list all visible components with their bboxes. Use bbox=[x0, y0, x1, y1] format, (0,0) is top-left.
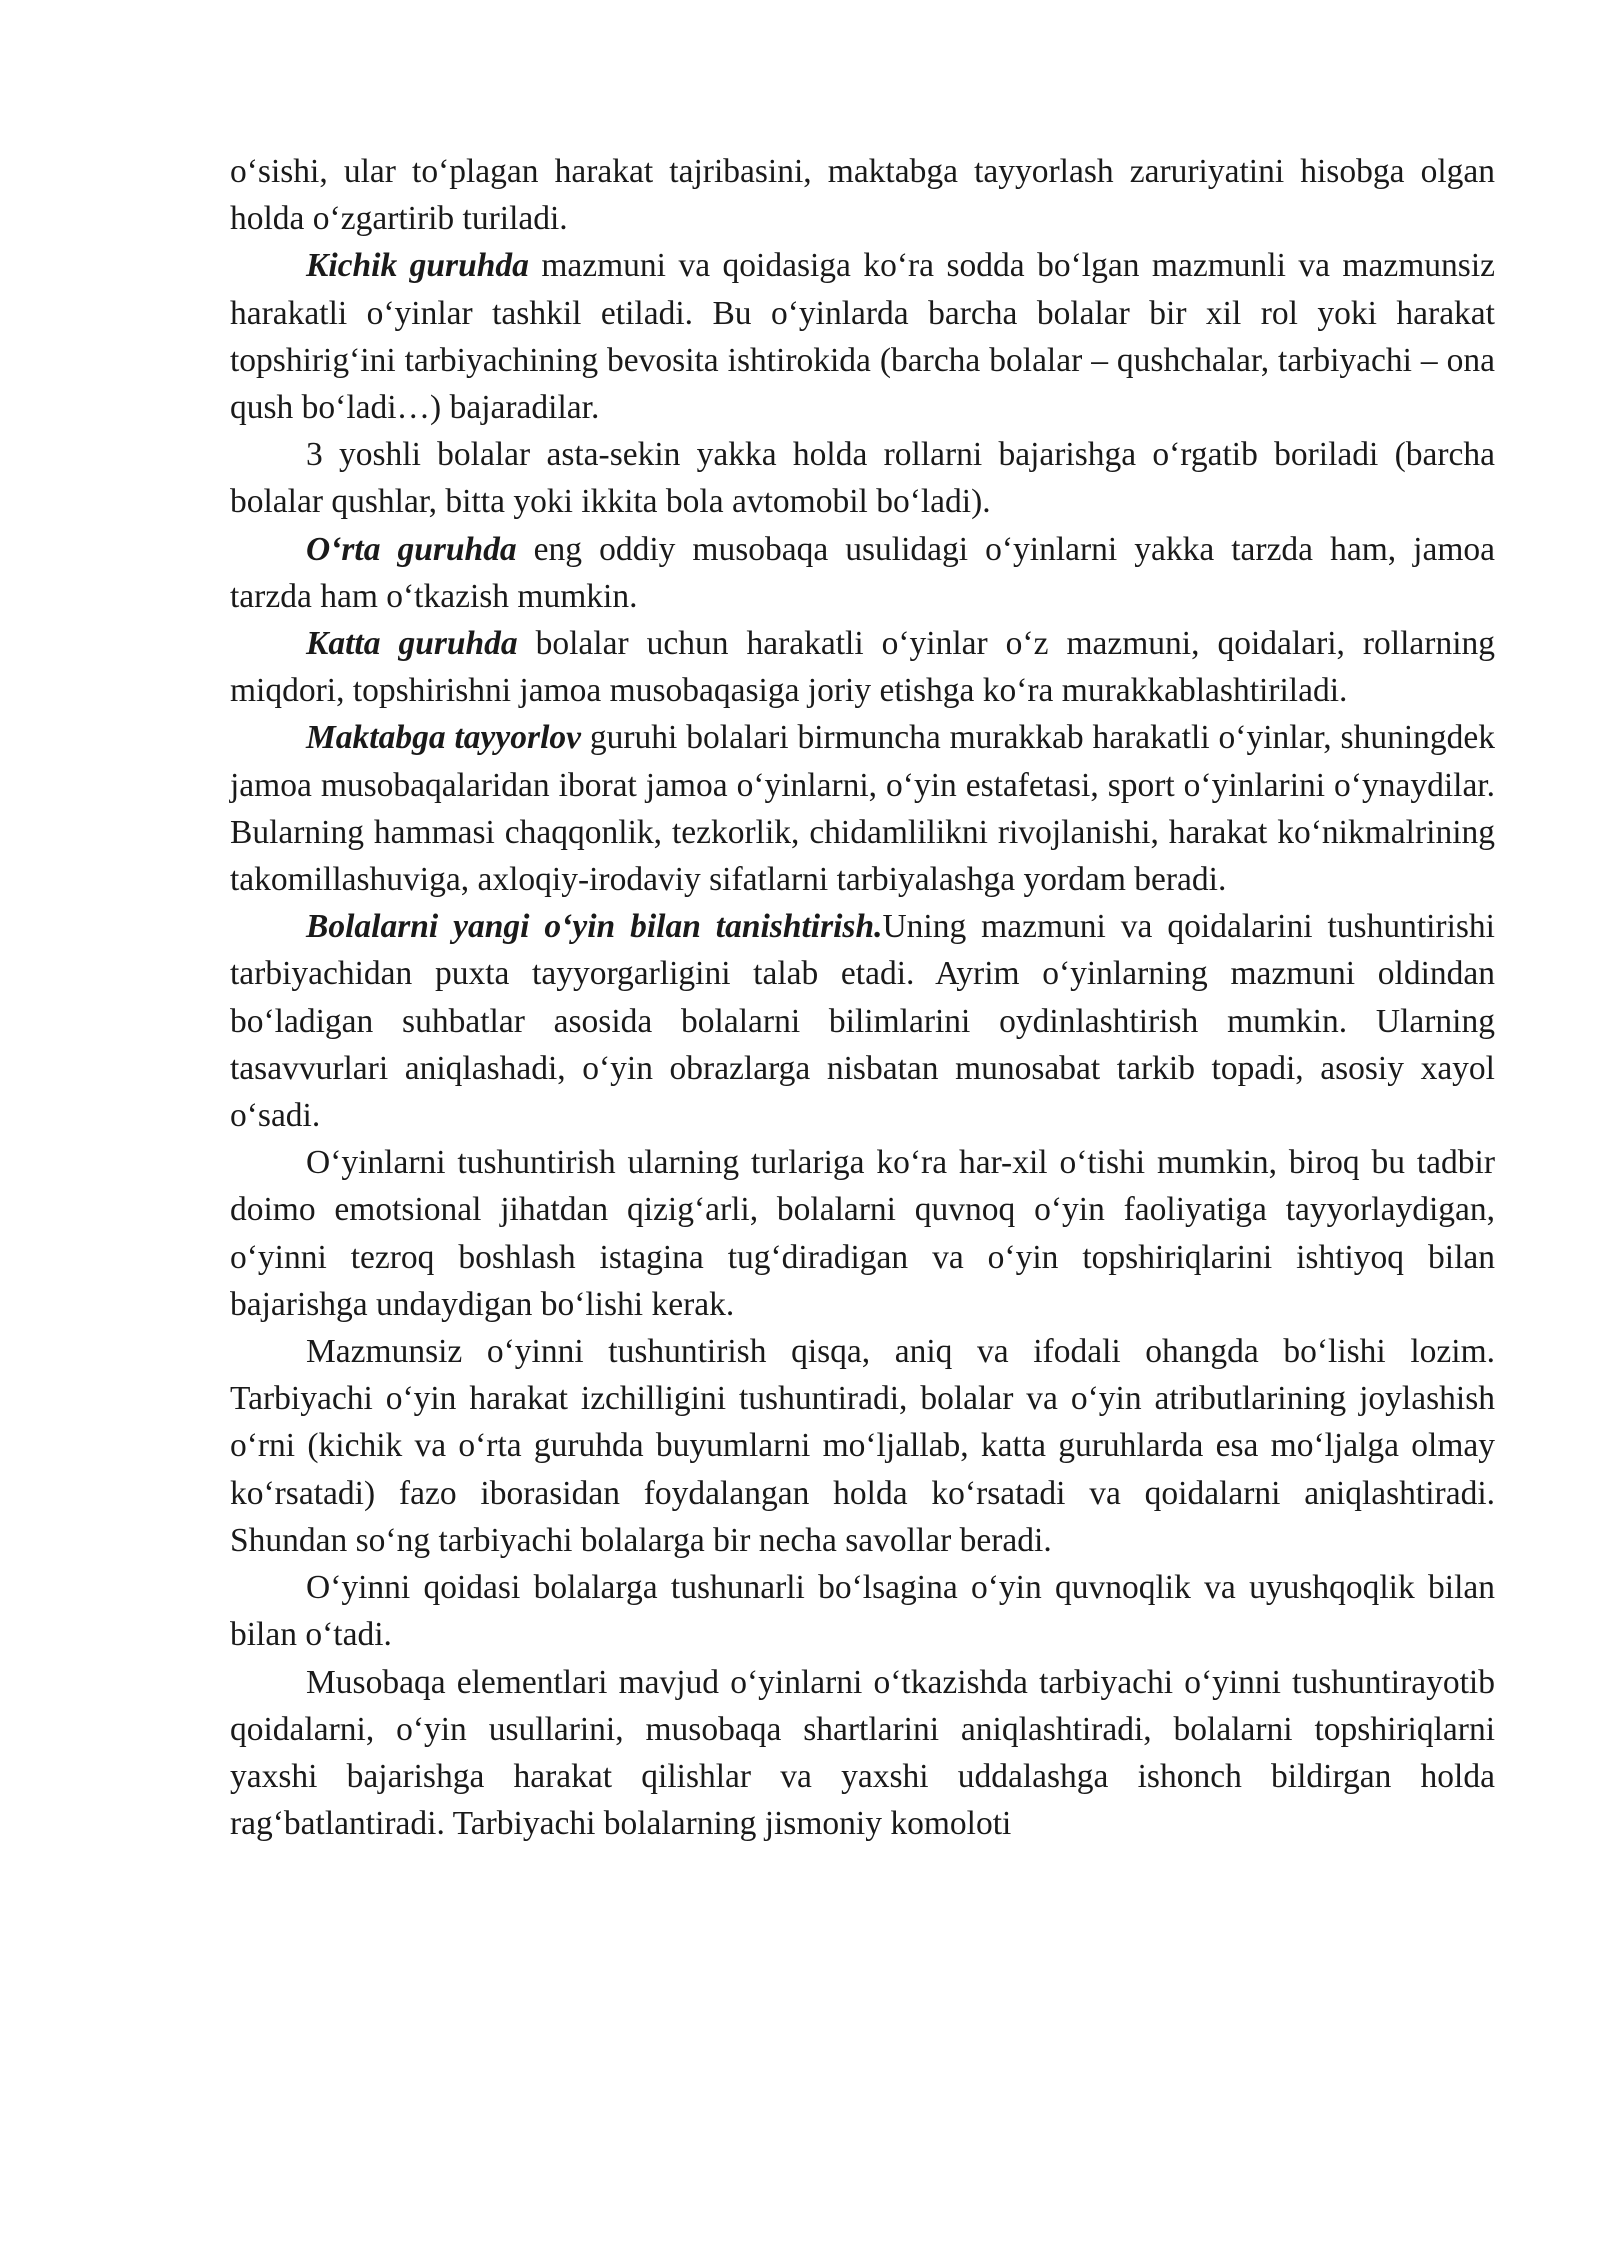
paragraph-9 bbox=[230, 1328, 1495, 1564]
paragraph-text: eng oddiy musobaqa usulidagi o‘yinlarni yakka tarzda ham, jamoa tarzda ham o‘tkazish mumkin. bbox=[230, 530, 1496, 615]
paragraph-lead: Bolalarni yangi o‘yin bilan tanishtirish. bbox=[306, 908, 883, 946]
paragraph-5 bbox=[230, 620, 1495, 714]
paragraph-text: Uning mazmuni va qoidalarini tushuntirishi tarbiyachidan puxta tayyorgarligini talab etadi. Ayrim o‘yinlarning mazmuni oldindan bo‘ladigan suhbatlar asosida bolalarni bilimlarini oydinlashtirish mumkin. Ularning tasavvurlari aniqlashadi, o‘yin obrazlarga nisbatan munosabat tarkib topadi, asosiy xayol o‘sadi. bbox=[230, 908, 1495, 1135]
paragraph-8 bbox=[230, 1139, 1495, 1328]
paragraph-text: mazmuni va qoidasiga ko‘ra sodda bo‘lgan mazmunli va mazmunsiz harakatli o‘yinlar tashkil etiladi. Bu o‘yinlarda barcha bolalar bir xil rol yoki harakat topshirig‘ini tarbiyachining bevosita ishtirokida (barcha bolalar – qushchalar, tarbiyachi – ona qush bo‘ladi…) bajaradilar. bbox=[230, 247, 1495, 427]
document-page bbox=[230, 148, 1495, 1847]
paragraph-text: guruhi bolalari birmuncha murakkab harakatli o‘yinlar, shuningdek jamoa musobaqalaridan iborat jamoa o‘yinlarni, o‘yin estafetasi, sport o‘yinlarini o‘ynaydilar. Bularning hammasi chaqqonlik, tezkorlik, chidamlilikni rivojlanishi, harakat ko‘nikmalrining takomillashuviga, axloqiy-irodaviy sifatlarni tarbiyalashga yordam beradi. bbox=[230, 719, 1495, 899]
paragraph-lead: O‘rta guruhda bbox=[306, 530, 517, 568]
paragraph-6 bbox=[230, 714, 1495, 903]
paragraph-text: 3 yoshli bolalar asta-sekin yakka holda rollarni bajarishga o‘rgatib boriladi (barcha bolalar qushlar, bitta yoki ikkita bola avtomobil bo‘ladi). bbox=[230, 436, 1495, 521]
paragraph-text: bolalar uchun harakatli o‘yinlar o‘z mazmuni, qoidalari, rollarning miqdori, topshirishni jamoa musobaqasiga joriy etishga ko‘ra murakkablashtiriladi. bbox=[230, 625, 1496, 710]
paragraph-text: Mazmunsiz o‘yinni tushuntirish qisqa, aniq va ifodali ohangda bo‘lishi lozim. Tarbiyachi o‘yin harakat izchilligini tushuntiradi, bolalar va o‘yin atributlarining joylashish o‘rni (kichik va o‘rta guruhda buyumlarni mo‘ljallab, katta guruhlarda esa mo‘ljalga olmay ko‘rsatadi) fazo iborasidan foydalangan holda ko‘rsatadi va qoidalarni aniqlashtiradi. Shundan so‘ng tarbiyachi bolalarga bir necha savollar beradi. bbox=[230, 1333, 1495, 1559]
paragraph-10 bbox=[230, 1564, 1495, 1658]
paragraph-2 bbox=[230, 242, 1495, 431]
paragraph-lead: Katta guruhda bbox=[306, 625, 518, 663]
paragraph-text: Musobaqa elementlari mavjud o‘yinlarni o‘tkazishda tarbiyachi o‘yinni tushuntirayotib qoidalarni, o‘yin usullarini, musobaqa shartlarini aniqlashtiradi, bolalarni topshiriqlarni yaxshi bajarishga harakat qilishlar va yaxshi uddalashga ishonch bildirgan holda rag‘batlantiradi. Tarbiyachi bolalarning jismoniy komoloti bbox=[230, 1663, 1495, 1843]
paragraph-text: o‘sishi, ular to‘plagan harakat tajribasini, maktabga tayyorlash zaruriyatini hisobga olgan holda o‘zgartirib turiladi. bbox=[230, 153, 1495, 238]
paragraph-4 bbox=[230, 526, 1495, 620]
paragraph-7 bbox=[230, 903, 1495, 1139]
paragraph-1 bbox=[230, 148, 1495, 242]
paragraph-lead: Maktabga tayyorlov bbox=[306, 719, 581, 757]
paragraph-lead: Kichik guruhda bbox=[306, 247, 529, 285]
paragraph-11 bbox=[230, 1659, 1495, 1848]
paragraph-text: O‘yinni qoidasi bolalarga tushunarli bo‘lsagina o‘yin quvnoqlik va uyushqoqlik bilan bilan o‘tadi. bbox=[230, 1569, 1495, 1654]
paragraph-text: O‘yinlarni tushuntirish ularning turlariga ko‘ra har-xil o‘tishi mumkin, biroq bu tadbir doimo emotsional jihatdan qizig‘arli, bolalarni quvnoq o‘yin faoliyatiga tayyorlaydigan, o‘yinni tezroq boshlash istagina tug‘diradigan va o‘yin topshiriqlarini ishtiyoq bilan bajarishga undaydigan bo‘lishi kerak. bbox=[230, 1144, 1495, 1323]
paragraph-3 bbox=[230, 431, 1495, 525]
